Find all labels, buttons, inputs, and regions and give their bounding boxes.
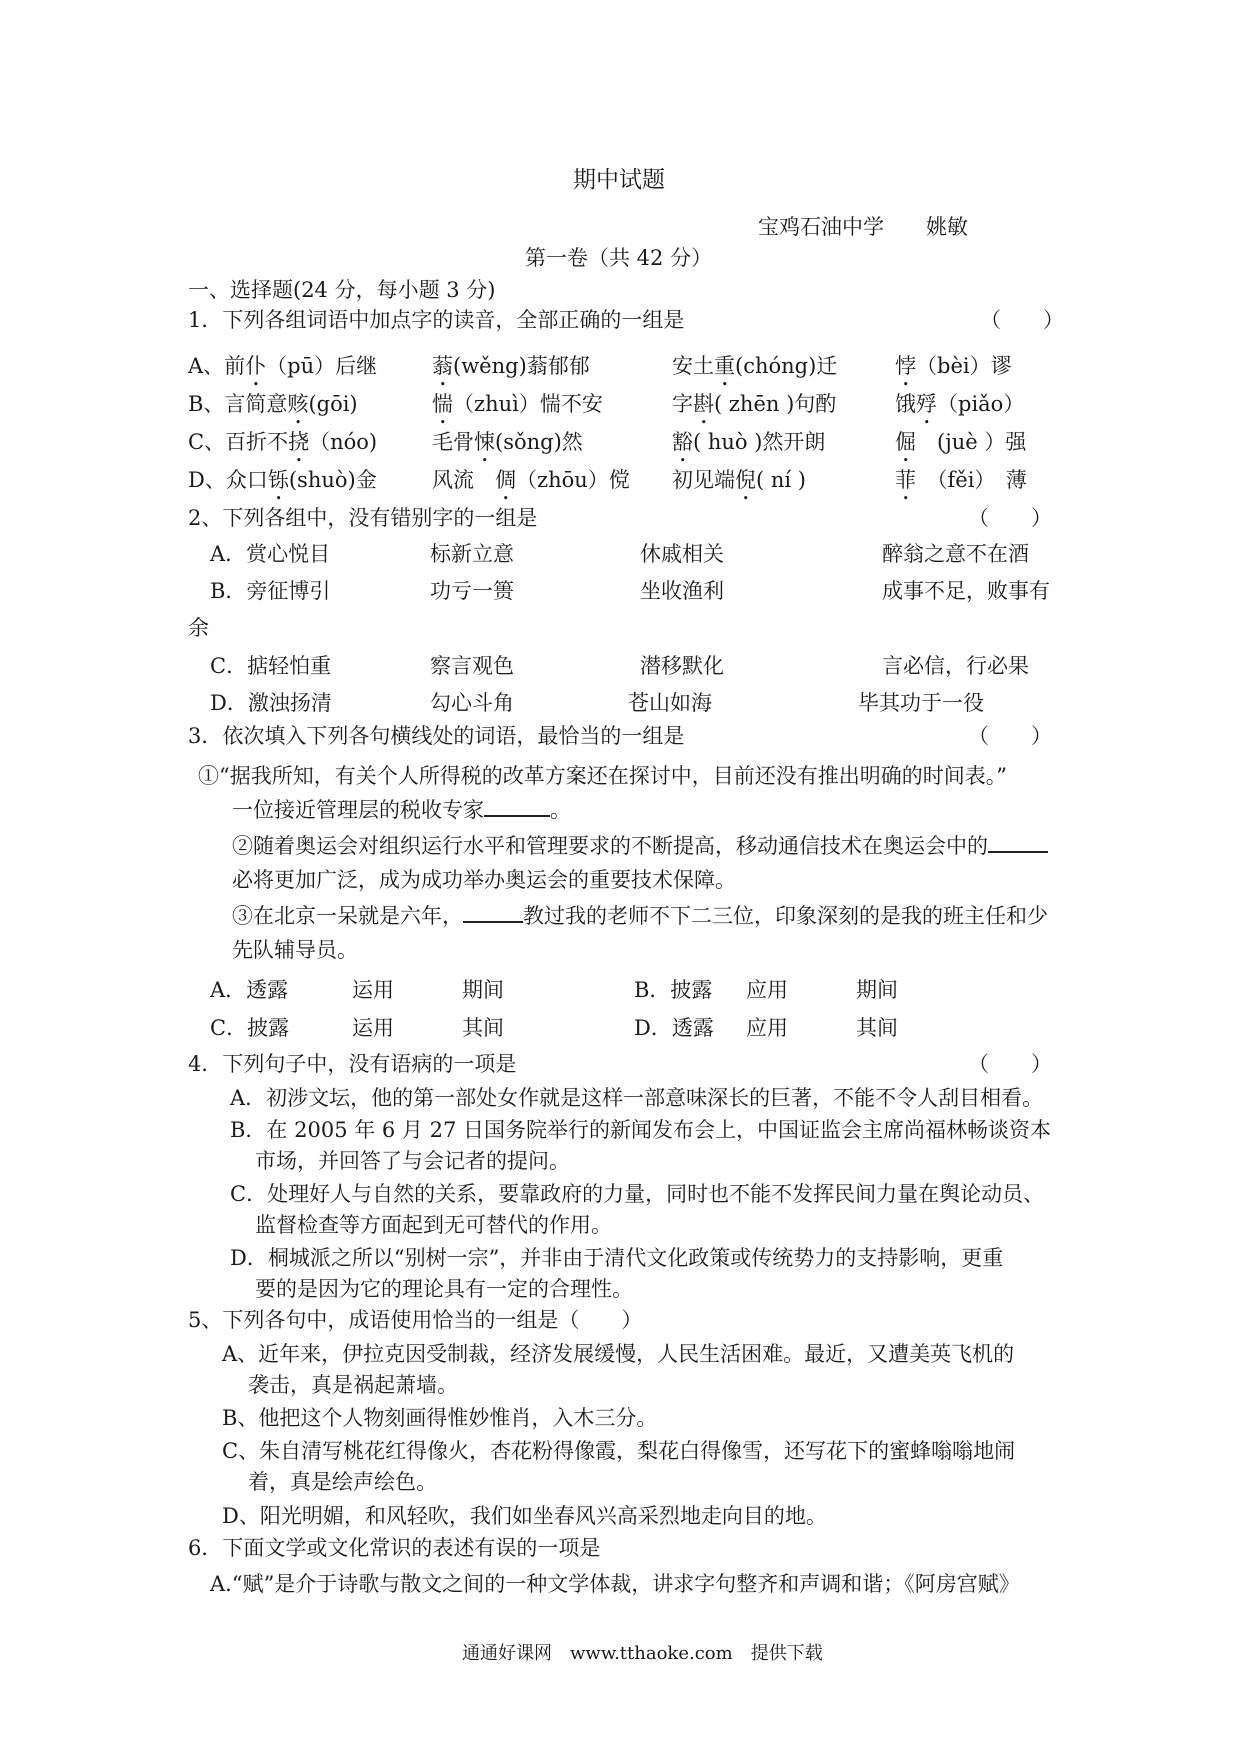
q2-d-col1: D．激浊扬清: [210, 691, 332, 715]
q3-option-b-1: B．披露: [634, 978, 713, 1002]
q2-c-col2: 察言观色: [430, 654, 514, 678]
q1-c-col4: 倔 (juè ）强: [895, 430, 1027, 454]
q3-stem: 3．依次填入下列各句横线处的词语，最恰当的一组是: [188, 724, 685, 748]
q4-stem: 4．下列句子中，没有语病的一项是: [188, 1052, 517, 1076]
q4-option-b-line2: 市场，并回答了与会记者的提问。: [255, 1149, 570, 1173]
q1-d-col3: 初见端倪( ní ): [672, 468, 806, 492]
q1-b-col1: B、言简意赅(gōi): [188, 392, 358, 416]
q1-b-col4: 饿殍（piǎo）: [895, 392, 1025, 416]
q2-b-col3: 坐收渔利: [640, 579, 724, 603]
q1-a-col2: 蓊(wěng)蓊郁郁: [432, 354, 590, 378]
q2-b-col1: B．旁征博引: [210, 579, 331, 603]
q3-blank-1[interactable]: [484, 797, 550, 817]
q3-option-d-2: 应用: [746, 1016, 788, 1040]
q3-sentence3-line1: ③在北京一呆就是六年， 教过我的老师不下二三位，印象深刻的是我的班主任和少: [232, 904, 1048, 928]
q3-sentence2-line1: ②随着奥运会对组织运行水平和管理要求的不断提高，移动通信技术在奥运会中的: [232, 832, 1048, 860]
q3-option-d-3: 其间: [856, 1016, 898, 1040]
q4-option-a: A．初涉文坛，他的第一部处女作就是这样一部意味深长的巨著，不能不令人刮目相看。: [230, 1086, 1044, 1110]
q5-option-a-line2: 袭击，真是祸起萧墙。: [248, 1373, 458, 1397]
q3-option-d-1: D．透露: [634, 1016, 714, 1040]
q5-stem: 5、下列各句中，成语使用恰当的一组是（ ）: [188, 1308, 643, 1332]
q4-option-b-line1: B．在 2005 年 6 月 27 日国务院举行的新闻发布会上，中国证监会主席尚福林畅谈资本: [230, 1118, 1052, 1142]
q3-option-a-2: 运用: [352, 978, 394, 1002]
q5-option-b: B、他把这个人物刻画得惟妙惟肖，入木三分。: [222, 1406, 658, 1430]
q2-c-col3: 潜移默化: [640, 654, 724, 678]
q3-option-c-3: 其间: [462, 1016, 504, 1040]
q2-b-col4: 成事不足，败事有: [882, 579, 1050, 603]
q3-option-b-3: 期间: [856, 978, 898, 1002]
q2-b-col2: 功亏一篑: [430, 579, 514, 603]
q1-a-col3: 安土重(chóng)迁: [672, 354, 838, 378]
q4-option-d-line1: D．桐城派之所以“别树一宗”，并非由于清代文化政策或传统势力的支持影响，更重: [230, 1246, 1004, 1270]
q1-answer-paren: （ ）: [980, 308, 1064, 332]
q3-option-a-3: 期间: [462, 978, 504, 1002]
q2-answer-paren: （ ）: [968, 506, 1052, 530]
q3-answer-paren: （ ）: [968, 724, 1052, 748]
q2-c-col4: 言必信，行必果: [882, 654, 1029, 678]
q1-stem: 1．下列各组词语中加点字的读音，全部正确的一组是: [188, 308, 685, 332]
q2-stem: 2、下列各组中，没有错别字的一组是: [188, 506, 538, 530]
q3-option-a-1: A．透露: [210, 978, 289, 1002]
q3-sentence2-line2: 必将更加广泛，成为成功举办奥运会的重要技术保障。: [232, 868, 736, 892]
q3-sentence1-line2: 一位接近管理层的税收专家 。: [232, 798, 571, 822]
q4-option-c-line2: 监督检查等方面起到无可替代的作用。: [255, 1213, 612, 1237]
section-heading: 一、选择题(24 分，每小题 3 分): [188, 278, 496, 302]
q4-answer-paren: （ ）: [968, 1052, 1052, 1076]
q3-blank-2[interactable]: [988, 833, 1048, 853]
q1-b-col3: 字斟( zhēn )句酌: [672, 392, 837, 416]
q3-option-c-1: C．披露: [210, 1016, 290, 1040]
q4-option-c-line1: C．处理好人与自然的关系，要靠政府的力量，同时也不能不发挥民间力量在舆论动员、: [230, 1182, 1045, 1206]
q5-option-a-line1: A、近年来，伊拉克因受制裁，经济发展缓慢，人民生活困难。最近，又遭美英飞机的: [222, 1342, 1015, 1366]
q2-d-col3: 苍山如海: [628, 691, 712, 715]
q5-option-c-line2: 着，真是绘声绘色。: [248, 1470, 437, 1494]
q2-c-col1: C．掂轻怕重: [210, 654, 332, 678]
q2-d-col2: 勾心斗角: [430, 691, 514, 715]
q2-a-col3: 休戚相关: [640, 542, 724, 566]
q3-blank-3[interactable]: [463, 903, 523, 923]
q1-d-col2: 风流 倜（zhōu）傥: [432, 468, 630, 492]
q1-c-col1: C、百折不挠（nóo): [188, 430, 378, 454]
q3-sentence3-line2: 先队辅导员。: [232, 938, 358, 962]
page-footer: 通通好课网 www.tthaoke.com 提供下载: [462, 1643, 823, 1664]
q6-stem: 6．下面文学或文化常识的表述有误的一项是: [188, 1536, 601, 1560]
q2-d-col4: 毕其功于一役: [858, 691, 984, 715]
q3-option-c-2: 运用: [352, 1016, 394, 1040]
page-title: 期中试题: [573, 167, 665, 193]
q3-option-b-2: 应用: [746, 978, 788, 1002]
author-line: 宝鸡石油中学 姚敏: [758, 215, 968, 239]
q1-c-col2: 毛骨悚(sǒng)然: [432, 430, 583, 454]
q2-a-col4: 醉翁之意不在酒: [882, 542, 1029, 566]
q2-a-col2: 标新立意: [430, 542, 514, 566]
q5-option-d: D、阳光明媚，和风轻吹，我们如坐春风兴高采烈地走向目的地。: [222, 1504, 827, 1528]
q1-b-col2: 惴（zhuì）惴不安: [432, 392, 603, 416]
q1-d-col1: D、众口铄(shuò)金: [188, 468, 377, 492]
q1-d-col4: 菲 （fěi） 薄: [895, 468, 1027, 492]
q1-a-col1: A、前仆（pū）后继: [188, 354, 378, 378]
q1-c-col3: 豁( huò )然开朗: [672, 430, 826, 454]
q3-sentence1-line1: ①“据我所知，有关个人所得税的改革方案还在探讨中，目前还没有推出明确的时间表。”: [198, 764, 1007, 788]
q5-option-c-line1: C、朱自清写桃花红得像火，杏花粉得像霞，梨花白得像雪，还写花下的蜜蜂嗡嗡地闹: [222, 1439, 1016, 1463]
q2-b-wrap: 余: [188, 616, 209, 640]
volume-heading: 第一卷（共 42 分）: [525, 246, 713, 270]
q2-a-col1: A．赏心悦目: [210, 542, 331, 566]
q4-option-d-line2: 要的是因为它的理论具有一定的合理性。: [255, 1277, 633, 1301]
q6-option-a-line1: A.“赋”是介于诗歌与散文之间的一种文学体裁，讲求字句整齐和声调和谐；《阿房宫赋》: [210, 1572, 1020, 1596]
q1-a-col4: 悖（bèi）谬: [895, 354, 1012, 378]
